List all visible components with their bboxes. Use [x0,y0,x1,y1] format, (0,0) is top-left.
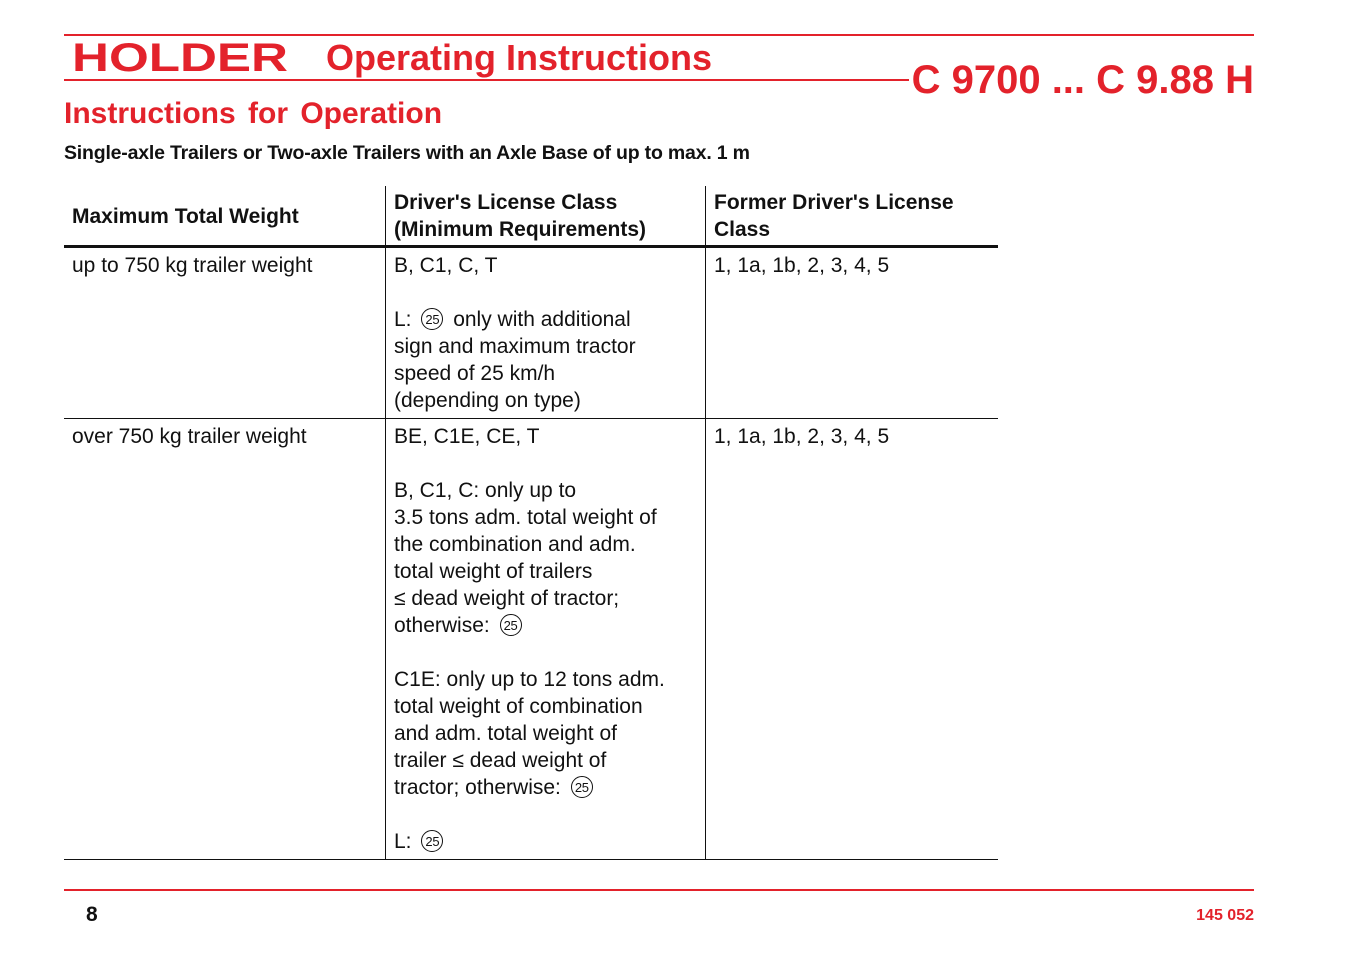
former-class-cell: 1, 1a, 1b, 2, 3, 4, 5 [706,419,999,860]
circled-25-icon: 25 [421,308,443,330]
weight-cell: over 750 kg trailer weight [72,425,307,448]
section-title: Instructions for Operation [64,97,443,130]
svg-text:HOLDER: HOLDER [72,40,288,76]
header-former-class: Former Driver's License Class [706,186,999,247]
header-license-class: Driver's License Class (Minimum Requirements) [386,186,706,247]
footer-rule [64,889,1254,891]
model-range: C 9700 ... C 9.88 H [911,58,1254,102]
table-header-row [64,186,998,247]
license-class-cell: B, C1, C, T L: 25 only with additional sign and maximum tractor speed of 25 km/h (depending on type) [386,247,706,419]
document-title: Operating Instructions [326,37,713,78]
circled-25-icon: 25 [571,776,593,798]
weight-cell: up to 750 kg trailer weight [72,254,313,277]
table-row [64,247,998,419]
table-row [64,419,998,860]
circled-25-icon: 25 [421,830,443,852]
former-class-cell: 1, 1a, 1b, 2, 3, 4, 5 [706,247,999,419]
license-class-cell: BE, C1E, CE, T B, C1, C: only up to 3.5 tons adm. total weight of the combination and adm. total weight of trailers ≤ dead weight of tractor; otherwise: 25 C1E: only up to 12 tons adm. total weight of combination and adm. total weight of trailer ≤ dead weight of tractor; otherwise: 25 L: 25 [386,419,706,860]
circled-25-icon: 25 [500,614,522,636]
holder-logo [72,40,288,76]
page-number: 8 [86,903,98,926]
document-number: 145 052 [1196,907,1254,924]
header-max-weight: Maximum Total Weight [72,204,299,228]
section-subtitle: Single-axle Trailers or Two-axle Trailers with an Axle Base of up to max. 1 m [64,142,750,164]
license-table [64,186,998,860]
